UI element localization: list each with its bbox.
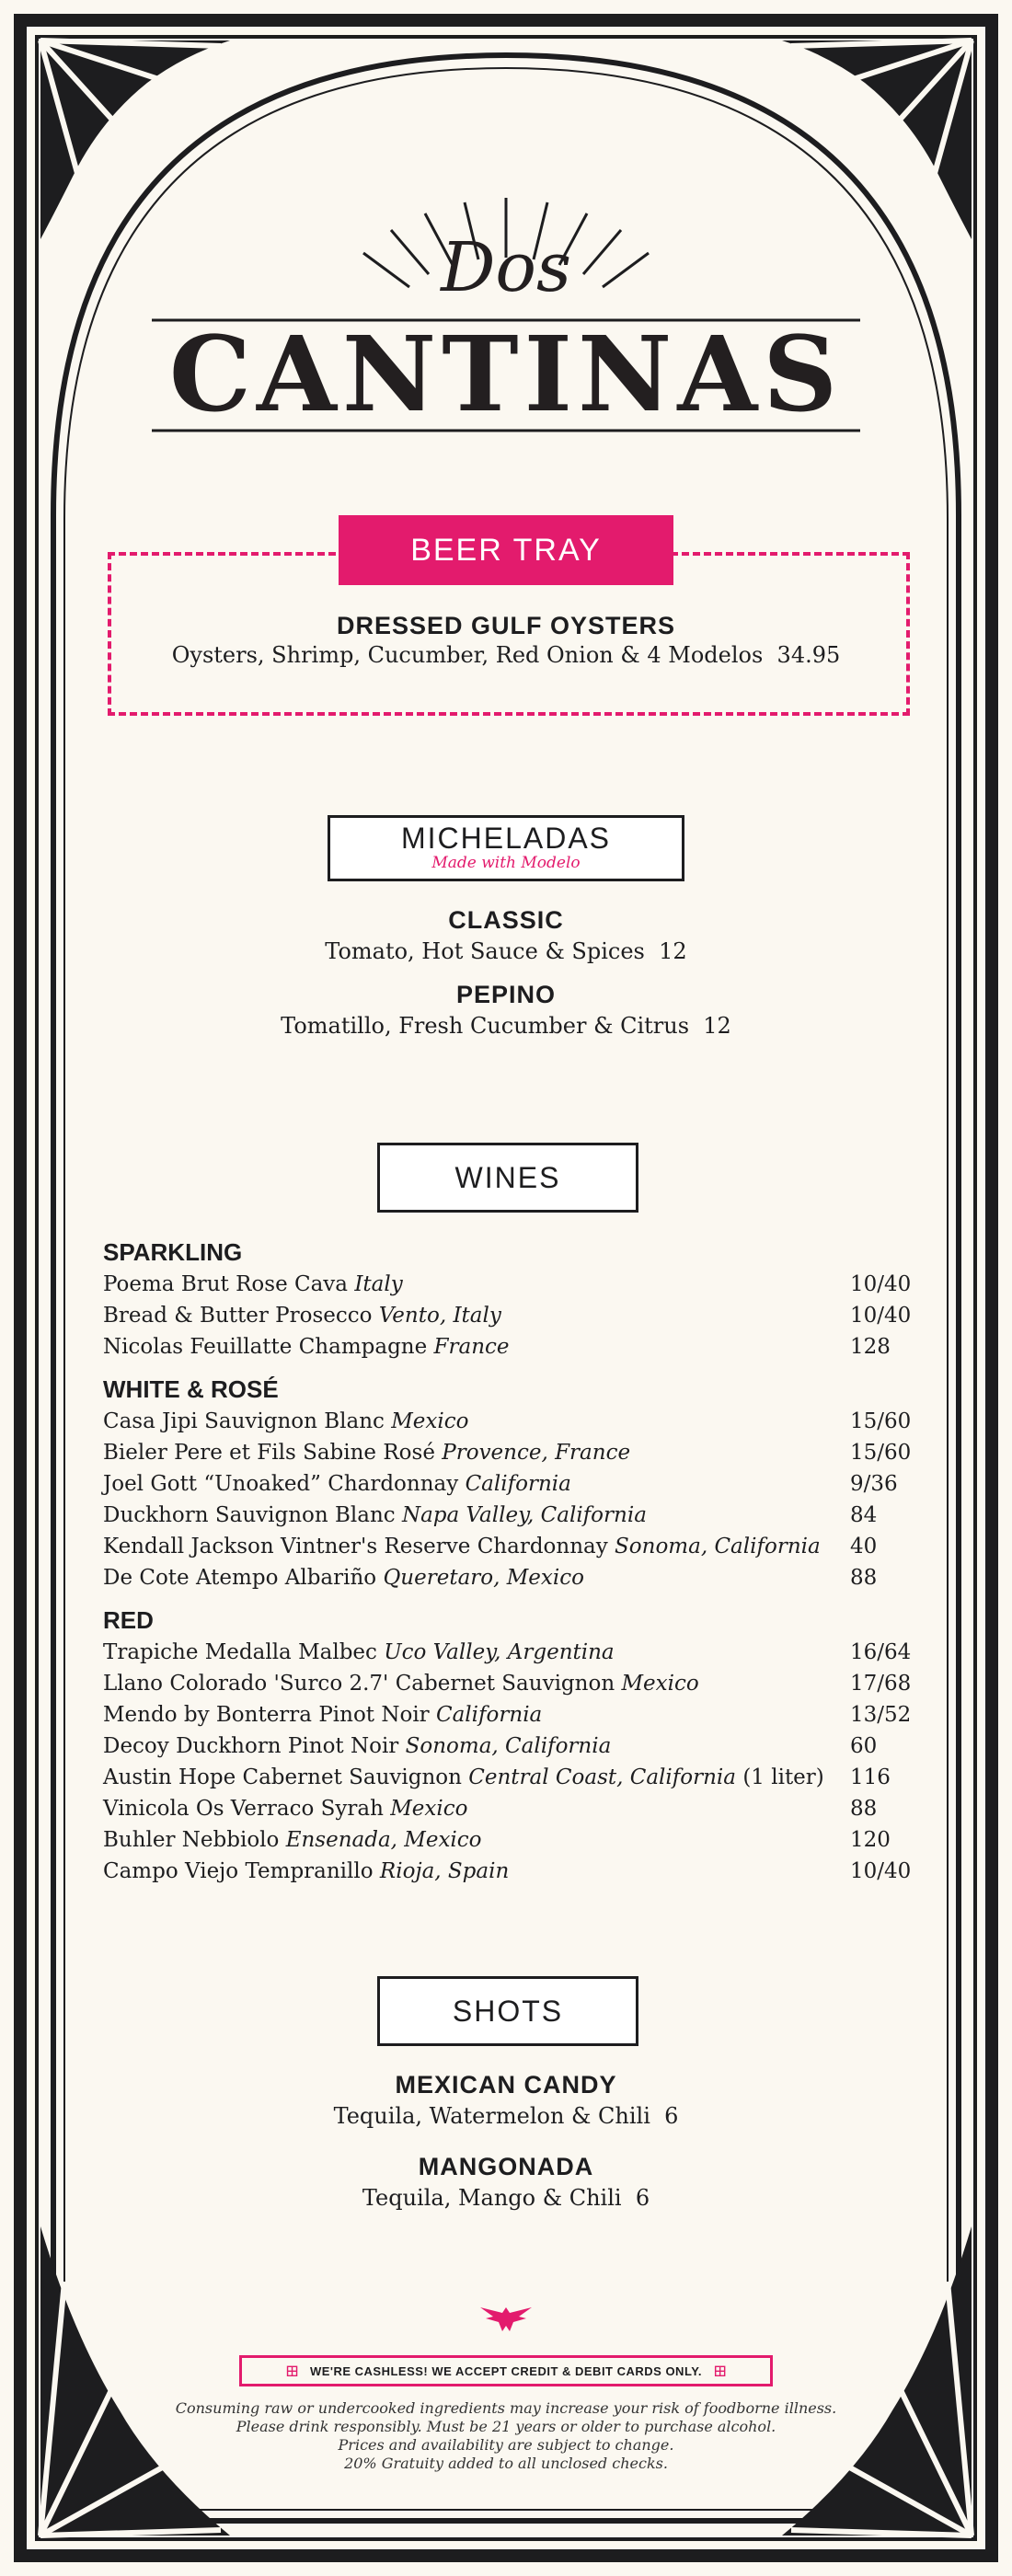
wine-row: Llano Colorado 'Surco 2.7' Cabernet Sauvignon Mexico 17/68 [103,1672,912,1696]
wine-row: De Cote Atempo Albariño Queretaro, Mexico 88 [103,1566,878,1590]
menu-item-desc: Tomato, Hot Sauce & Spices 12 [325,938,687,964]
menu-item-name: PEPINO [455,981,557,1008]
price: 6 [635,2185,650,2211]
price: 12 [659,938,687,964]
sunburst-corner-bottom-left [40,2226,230,2536]
eagle-icon [478,2302,534,2335]
shots-title: SHOTS [452,1995,564,2028]
price: 34.95 [776,642,841,668]
wine-row: Poema Brut Rose Cava Italy 10/40 [103,1272,912,1296]
wine-row: Vinicola Os Verraco Syrah Mexico 88 [103,1797,878,1821]
wine-row: Mendo by Bonterra Pinot Noir California 13/52 [103,1703,912,1727]
wines-banner [377,1143,638,1213]
plus-icon: ⊞ [713,2361,728,2381]
wine-list [103,1225,913,1887]
beer-tray-item-name: DRESSED GULF OYSTERS [336,612,676,639]
wine-row: Casa Jipi Sauvignon Blanc Mexico 15/60 [103,1409,912,1433]
logo-script: Dos [441,228,571,307]
wine-row: Campo Viejo Tempranillo Rioja, Spain 10/40 [103,1859,912,1883]
wine-row: Nicolas Feuillatte Champagne France 128 [103,1335,891,1359]
menu-item-name: CLASSIC [448,906,564,934]
cashless-text: WE'RE CASHLESS! WE ACCEPT CREDIT & DEBIT CARDS ONLY. [309,2363,703,2378]
menu-item-desc: Tequila, Watermelon & Chili 6 [333,2103,679,2129]
footer-notes: Consuming raw or undercooked ingredients may increase your risk of foodborne illness. Please drink responsibly. Must be 21 years or older to purchase alcohol. Prices and availability are subject to change. 20% Gratuity added to all unclosed checks. [175,2399,837,2472]
wine-row: Joel Gott “Unoaked” Chardonnay California 9/36 [103,1472,898,1496]
cashless-bar [239,2355,773,2386]
beer-tray-label: BEER TRAY [410,532,602,568]
micheladas-subtitle: Made with Modelo [431,854,581,872]
micheladas-title: MICHELADAS [400,822,612,855]
wine-section-heading: WHITE & ROSÉ [103,1375,279,1403]
price: 12 [703,1013,731,1039]
menu-item-desc: Tomatillo, Fresh Cucumber & Citrus 12 [281,1013,731,1039]
wine-row: Kendall Jackson Vintner's Reserve Chardonnay Sonoma, California 40 [103,1535,878,1558]
wines-title: WINES [454,1161,561,1194]
menu-item-desc: Tequila, Mango & Chili 6 [362,2185,650,2211]
price: 6 [664,2103,679,2129]
wine-row: Buhler Nebbiolo Ensenada, Mexico 120 [103,1828,891,1852]
shots-banner [377,1976,638,2046]
menu-item-name: MANGONADA [418,2153,594,2180]
menu-item-name: MEXICAN CANDY [395,2071,617,2099]
wine-row: Trapiche Medalla Malbec Uco Valley, Argentina 16/64 [103,1640,912,1664]
wine-row: Bread & Butter Prosecco Vento, Italy 10/40 [103,1304,912,1328]
wine-row: Austin Hope Cabernet Sauvignon Central Coast, California (1 liter) 116 [103,1765,891,1789]
wine-section-heading: RED [103,1606,154,1634]
wine-row: Decoy Duckhorn Pinot Noir Sonoma, California 60 [103,1734,878,1758]
logo-main: CANTINAS [168,315,844,435]
sunburst-corner-bottom-right [782,2226,972,2536]
micheladas-banner [328,815,684,881]
beer-tray-badge [339,515,673,585]
plus-icon: ⊞ [284,2361,299,2381]
wine-row: Bieler Pere et Fils Sabine Rosé Provence, France 15/60 [103,1441,912,1465]
wine-section-heading: SPARKLING [103,1238,243,1266]
wine-row: Duckhorn Sauvignon Blanc Napa Valley, California 84 [103,1503,878,1527]
beer-tray-item-desc: Oysters, Shrimp, Cucumber, Red Onion & 4 Modelos 34.95 [171,642,841,668]
